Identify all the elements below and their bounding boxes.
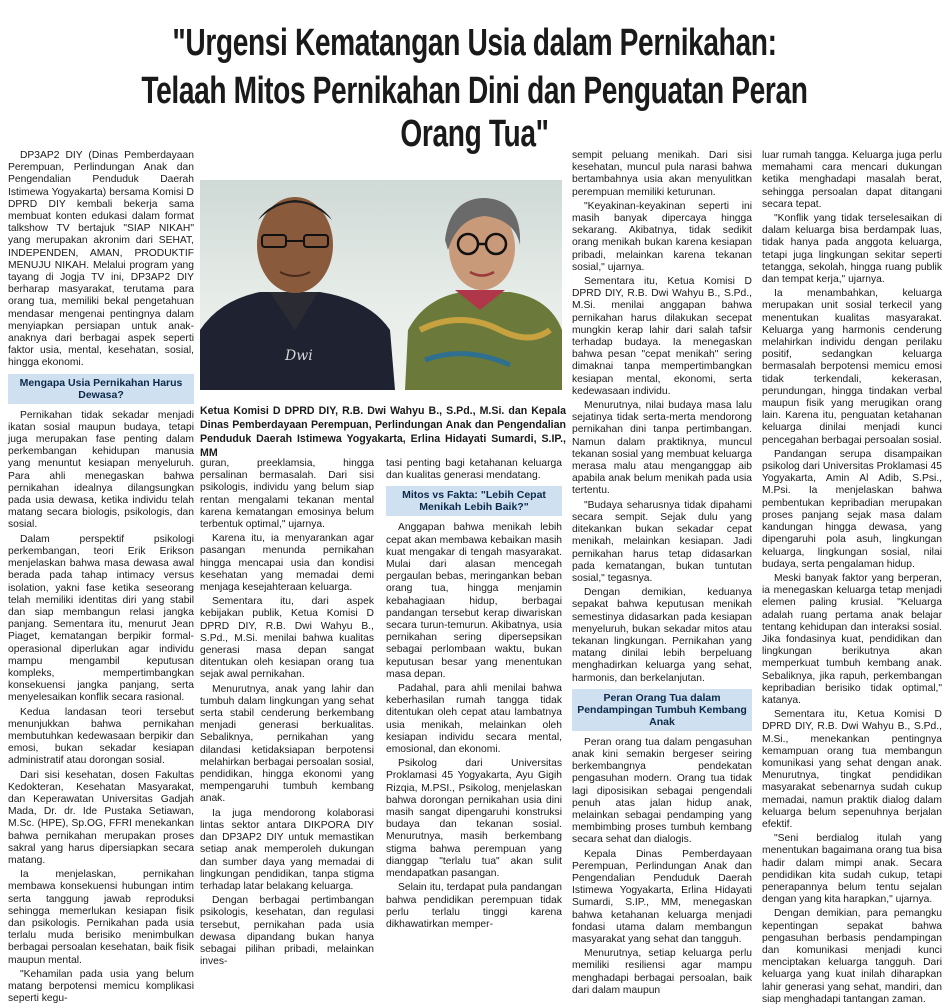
paragraph: Dengan demikian, para pemangku kepentingan sepakat bahwa pengasuhan berbasis pendampingan dan komunikasi menjadi kunci menciptakan keluarga tangguh. Dari keluarga yang kuat inilah diharapkan lahir generasi yang sehat, mandiri, dan siap menghadapi tantangan zaman. bbox=[762, 908, 942, 1005]
paragraph: Sementara itu, Ketua Komisi D DPRD DIY, R.B. Dwi Wahyu B., S.Pd., M.Si., menekankan pentingnya kemampuan orang tua membangun komunikasi yang sehat dengan anak. Menurutnya, tingkat pendidikan masyarakat sebenarnya sudah cukup memadai, namun praktik dialog dalam keluarga belum sepenuhnya berjalan efektif. bbox=[762, 709, 942, 830]
svg-text:Dwi: Dwi bbox=[285, 348, 313, 364]
paragraph: "Kehamilan pada usia yang belum matang berpotensi memicu komplikasi seperti kegu- bbox=[8, 968, 194, 1005]
paragraph: "Seni berdialog itulah yang menentukan bagaimana orang tua bisa hadir dalam mimpi anak. Secara pendidikan kita sudah cukup, tetapi penerapannya belum tentu sejalan dengan yang kita harapkan," ujarnya. bbox=[762, 833, 942, 906]
paragraph: Dalam perspektif psikologi perkembangan, teori Erik Erikson menjelaskan bahwa masa dewasa awal berada pada tahap intimacy versus isolation, yakni fase ketika seseorang telah memiliki identitas diri yang stabil dan siap membangun relasi jangka panjang. Sementara itu, menurut Jean Piaget, kematangan berpikir formal-operasional diperlukan agar individu mampu mengambil keputusan kompleks, mempertimbangkan konsekuensi jangka panjang, serta menyelesaikan konflik secara rasional. bbox=[8, 533, 194, 704]
article-column-5 bbox=[762, 150, 942, 1008]
subheading-mitos-fakta: Mitos vs Fakta: "Lebih Cepat Menikah Lebih Baik?" bbox=[386, 486, 562, 516]
paragraph: Selain itu, terdapat pula pandangan bahwa pendidikan perempuan tidak perlu terlalu tinggi karena dikhawatirkan memper- bbox=[386, 882, 562, 930]
article-column-1 bbox=[8, 150, 194, 1007]
paragraph: Menurutnya, setiap keluarga perlu memiliki resiliensi agar mampu menghadapi berbagai persoalan, baik dari dalam maupun bbox=[572, 948, 752, 996]
paragraph: Psikolog dari Universitas Proklamasi 45 Yogyakarta, Ayu Gigih Rizqia, M.PSI., Psikolog, menjelaskan bahwa dorongan pernikahan usia dini masih sangat dipengaruhi konstruksi budaya dan tekanan sosial. Menurutnya, masih berkembang stigma bahwa perempuan yang dianggap "terlalu tua" akan sulit mendapatkan pasangan. bbox=[386, 758, 562, 880]
paragraph: Meski banyak faktor yang berperan, ia menegaskan keluarga tetap menjadi elemen paling krusial. "Keluarga adalah ruang pertama anak belajar tentang kehidupan dan interaksi sosial. Jika fondasinya kuat, pendidikan dan lingkungan berikutnya akan memperkuat tumbuh kembang anak. Sebaliknya, jika rapuh, perkembangan kepribadian berisiko tidak optimal," katanya. bbox=[762, 572, 942, 706]
paragraph: Menurutnya, anak yang lahir dan tumbuh dalam lingkungan yang sehat serta stabil cenderung berkembang menjadi generasi berkualitas. Sebaliknya, pernikahan yang dilandasi ketidaksiapan berpotensi melahirkan berbagai persoalan sosial, pendidikan, hingga ekonomi yang mempengaruhi tumbuh kembang anak. bbox=[200, 683, 374, 805]
photo-two-officials bbox=[200, 180, 562, 390]
paragraph: Kedua landasan teori tersebut menunjukkan bahwa pernikahan membutuhkan kedewasaan berpikir dan emosi, bukan sekadar kesiapan administratif atau dorongan sosial. bbox=[8, 706, 194, 767]
paragraph: sempit peluang menikah. Dari sisi kesehatan, muncul pula narasi bahwa bertambahnya usia akan menyulitkan perempuan memiliki keturunan. bbox=[572, 150, 752, 198]
paragraph: Pernikahan tidak sekadar menjadi ikatan sosial maupun budaya, tetapi juga merupakan fase penting dalam perkembangan kehidupan manusia yang menuntut kesiapan menyeluruh. Para ahli menegaskan bahwa pernikahan idealnya dilangsungkan pada usia dewasa, ketika individu telah matang secara biologis, psikologis, dan sosial. bbox=[8, 409, 194, 531]
subheading-usia-dewasa: Mengapa Usia Pernikahan Harus Dewasa? bbox=[8, 374, 194, 404]
paragraph: tasi penting bagi ketahanan keluarga dan kualitas generasi mendatang. bbox=[386, 458, 562, 482]
paragraph: Peran orang tua dalam pengasuhan anak kini semakin bergeser seiring berkembangnya pendekatan pengasuhan modern. Orang tua tidak lagi diposisikan sebagai pengendali penuh atas jalan hidup anak, melainkan sebagai pendamping yang membimbing proses tumbuh kembang secara sehat dan dialogis. bbox=[572, 736, 752, 846]
paragraph: Sementara itu, Ketua Komisi D DPRD DIY, R.B. Dwi Wahyu B., S.Pd., M.Si. menilai anggapan bahwa pernikahan harus dilakukan secepat mungkin kerap lahir dari salah tafsir terhadap budaya. Ia menegaskan bahwa pesan "cepat menikah" sering dimaknai tanpa mempertimbangkan kesiapan mental, ekonomi, serta kedewasaan individu. bbox=[572, 276, 752, 397]
subheading-peran-orang-tua: Peran Orang Tua dalam Pendampingan Tumbuh Kembang Anak bbox=[572, 689, 752, 731]
article-column-4 bbox=[572, 150, 752, 999]
paragraph: Anggapan bahwa menikah lebih cepat akan membawa kebaikan masih kuat mengakar di tengah masyarakat. Mulai dari alasan mencegah pergaulan bebas, meringankan beban orang tua, hingga menjamin kebahagiaan hidup, berbagai pandangan tersebut kerap diwariskan secara turun-temurun. Akibatnya, usia pernikahan sering dipersepsikan sebagai perlombaan waktu, bukan keputusan besar yang menentukan masa depan. bbox=[386, 522, 562, 680]
paragraph: "Konflik yang tidak terselesaikan di dalam keluarga bisa berdampak luas, tidak hanya pada anggota keluarga, tetapi juga lingkungan sekitar seperti tetangga, sekolah, hingga ruang publik dan tempat kerja," ujarnya. bbox=[762, 213, 942, 286]
paragraph: luar rumah tangga. Keluarga juga perlu memahami cara mencari dukungan ketika menghadapi masalah berat, sehingga persoalan dapat ditangani secara tepat. bbox=[762, 150, 942, 210]
paragraph: Dengan berbagai pertimbangan psikologis, kesehatan, dan regulasi tersebut, pernikahan pada usia dewasa dipandang bukan hanya sebagai pilihan pribadi, melainkan inves- bbox=[200, 895, 374, 968]
paragraph: Dari sisi kesehatan, dosen Fakultas Kedokteran, Kesehatan Masyarakat, dan Keperawatan Universitas Gadjah Mada, Dr. dr. Ide Pustaka Setiawan, M.Sc. (HPE), Sp.OG, FFRI menekankan bahwa pernikahan merupakan proses sakral yang harus dipersiapkan secara matang. bbox=[8, 769, 194, 866]
paragraph: "Budaya seharusnya tidak dipahami secara sempit. Sejak dulu yang ditekankan bukan sekadar cepat menikah, melainkan kesiapan. Jadi pernikahan harus tetap didasarkan pada kematangan, bukan tuntutan sosial," tegasnya. bbox=[572, 499, 752, 584]
photo-caption: Ketua Komisi D DPRD DIY, R.B. Dwi Wahyu B., S.Pd., M.Si. dan Kepala Dinas Pemberdayaan Perempuan, Perlindungan Anak dan Pengendalian Penduduk Daerah Istimewa Yogyakarta, Erlina Hidayati Sumardi, S.IP., MM bbox=[200, 405, 566, 459]
headline-line-1: "Urgensi Kematangan Usia dalam Pernikahan: bbox=[172, 22, 777, 64]
intro-paragraph: DP3AP2 DIY (Dinas Pemberdayaan Perempuan, Perlindungan Anak dan Pengendalian Penduduk Daerah Istimewa Yogyakarta) bersama Komisi D DPRD DIY kembali bekerja sama membuat konten edukasi dalam format talkshow TV bertajuk "SIAP NIKAH" yang merupakan akronim dari SEHAT, INDEPENDEN, AMAN, PRODUKTIF MENUJU NIKAH. Melalui program yang tayang di Jogja TV ini, DP3AP2 DIY berharap masyarakat, terutama para orang tua, memiliki bekal pengetahuan mendasar mengenai pentingnya dalam menyiapkan persiapan untuk anak-anaknya dari berbagai aspek seperti faktor usia, mental, kesehatan, sosial, hingga ekonomi. bbox=[8, 150, 194, 369]
headline-line-2: Telaah Mitos Pernikahan Dini dan Penguatan Peran Orang Tua" bbox=[141, 70, 808, 155]
paragraph: Pandangan serupa disampaikan psikolog dari Universitas Proklamasi 45 Yogyakarta, Amin Al Adib, S.Psi., M.Psi. Ia menjelaskan bahwa pembentukan kepribadian merupakan proses panjang sejak masa dalam kandungan hingga dewasa, yang dipengaruhi pola asuh, lingkungan keluarga, lingkungan sosial, nilai budaya, serta pengalaman hidup. bbox=[762, 448, 942, 570]
paragraph: Ia juga mendorong kolaborasi lintas sektor antara DIKPORA DIY dan DP3AP2 DIY untuk memastikan setiap anak memperoleh dukungan dan sumber daya yang memadai di lingkungan pendidikan, tanpa stigma terhadap latar belakang keluarga. bbox=[200, 807, 374, 892]
paragraph: Ia menambahkan, keluarga merupakan unit sosial terkecil yang menentukan kualitas masyarakat. Keluarga yang harmonis cenderung melahirkan individu dengan perilaku positif, sedangkan keluarga bermasalah berpotensi memicu emosi tidak terkendali, kekerasan, perundungan, hingga tindakan verbal maupun fisik yang merugikan orang lain. Karena itu, penguatan ketahanan keluarga dinilai menjadi kunci pencegahan berbagai persoalan sosial. bbox=[762, 288, 942, 446]
photo-illustration bbox=[200, 180, 562, 390]
article-column-2 bbox=[200, 458, 374, 970]
paragraph: Dengan demikian, keduanya sepakat bahwa keputusan menikah semestinya didasarkan pada kesiapan menyeluruh, bukan sekadar mitos atau tekanan lingkungan. Pernikahan yang matang dinilai lebih berpeluang menghadirkan keluarga yang sehat, harmonis, dan berkelanjutan. bbox=[572, 587, 752, 684]
paragraph: "Keyakinan-keyakinan seperti ini masih banyak dipercaya hingga sekarang. Akibatnya, tidak sedikit orang menikah bukan karena kesiapan pribadi, melainkan karena tekanan sosial," ujarnya. bbox=[572, 200, 752, 273]
paragraph: Padahal, para ahli menilai bahwa keberhasilan rumah tangga tidak ditentukan oleh cepat atau lambatnya usia menikah, melainkan oleh kesiapan individu secara mental, emosional, dan ekonomi. bbox=[386, 683, 562, 756]
paragraph: Kepala Dinas Pemberdayaan Perempuan, Perlindungan Anak dan Pengendalian Penduduk Daerah Istimewa Yogyakarta, Erlina Hidayati Sumardi, S.IP., MM, menegaskan bahwa ketahanan keluarga menjadi fondasi utama dalam membangun masyarakat yang sehat dan tangguh. bbox=[572, 848, 752, 945]
paragraph: Ia menjelaskan, pernikahan membawa konsekuensi hubungan intim serta tanggung jawab reproduksi sehingga memerlukan kesiapan fisik dan psikologis. Pernikahan pada usia terlalu muda berisiko menimbulkan berbagai persoalan kesehatan, baik fisik maupun mental. bbox=[8, 869, 194, 966]
paragraph: guran, preeklamsia, hingga persalinan bermasalah. Dari sisi psikologis, individu yang belum siap rentan mengalami tekanan mental karena kematangan emosinya belum terbentuk optimal," ujarnya. bbox=[200, 458, 374, 531]
paragraph: Karena itu, ia menyarankan agar pasangan menunda pernikahan hingga mencapai usia dan kondisi kesehatan yang memadai demi menjaga kesejahteraan keluarga. bbox=[200, 533, 374, 594]
paragraph: Sementara itu, dari aspek kebijakan publik, Ketua Komisi D DPRD DIY, R.B. Dwi Wahyu B., S.Pd., M.Si. menilai bahwa kualitas generasi masa depan sangat ditentukan oleh kesiapan orang tua sejak awal pernikahan. bbox=[200, 596, 374, 681]
paragraph: Menurutnya, nilai budaya masa lalu sejatinya tidak serta-merta mendorong pernikahan dini tanpa pertimbangan. Namun dalam praktiknya, muncul tekanan sosial yang membuat keluarga merasa malu atau menganggap aib apabila anak belum menikah pada usia tertentu. bbox=[572, 400, 752, 497]
article-column-3 bbox=[386, 458, 562, 933]
